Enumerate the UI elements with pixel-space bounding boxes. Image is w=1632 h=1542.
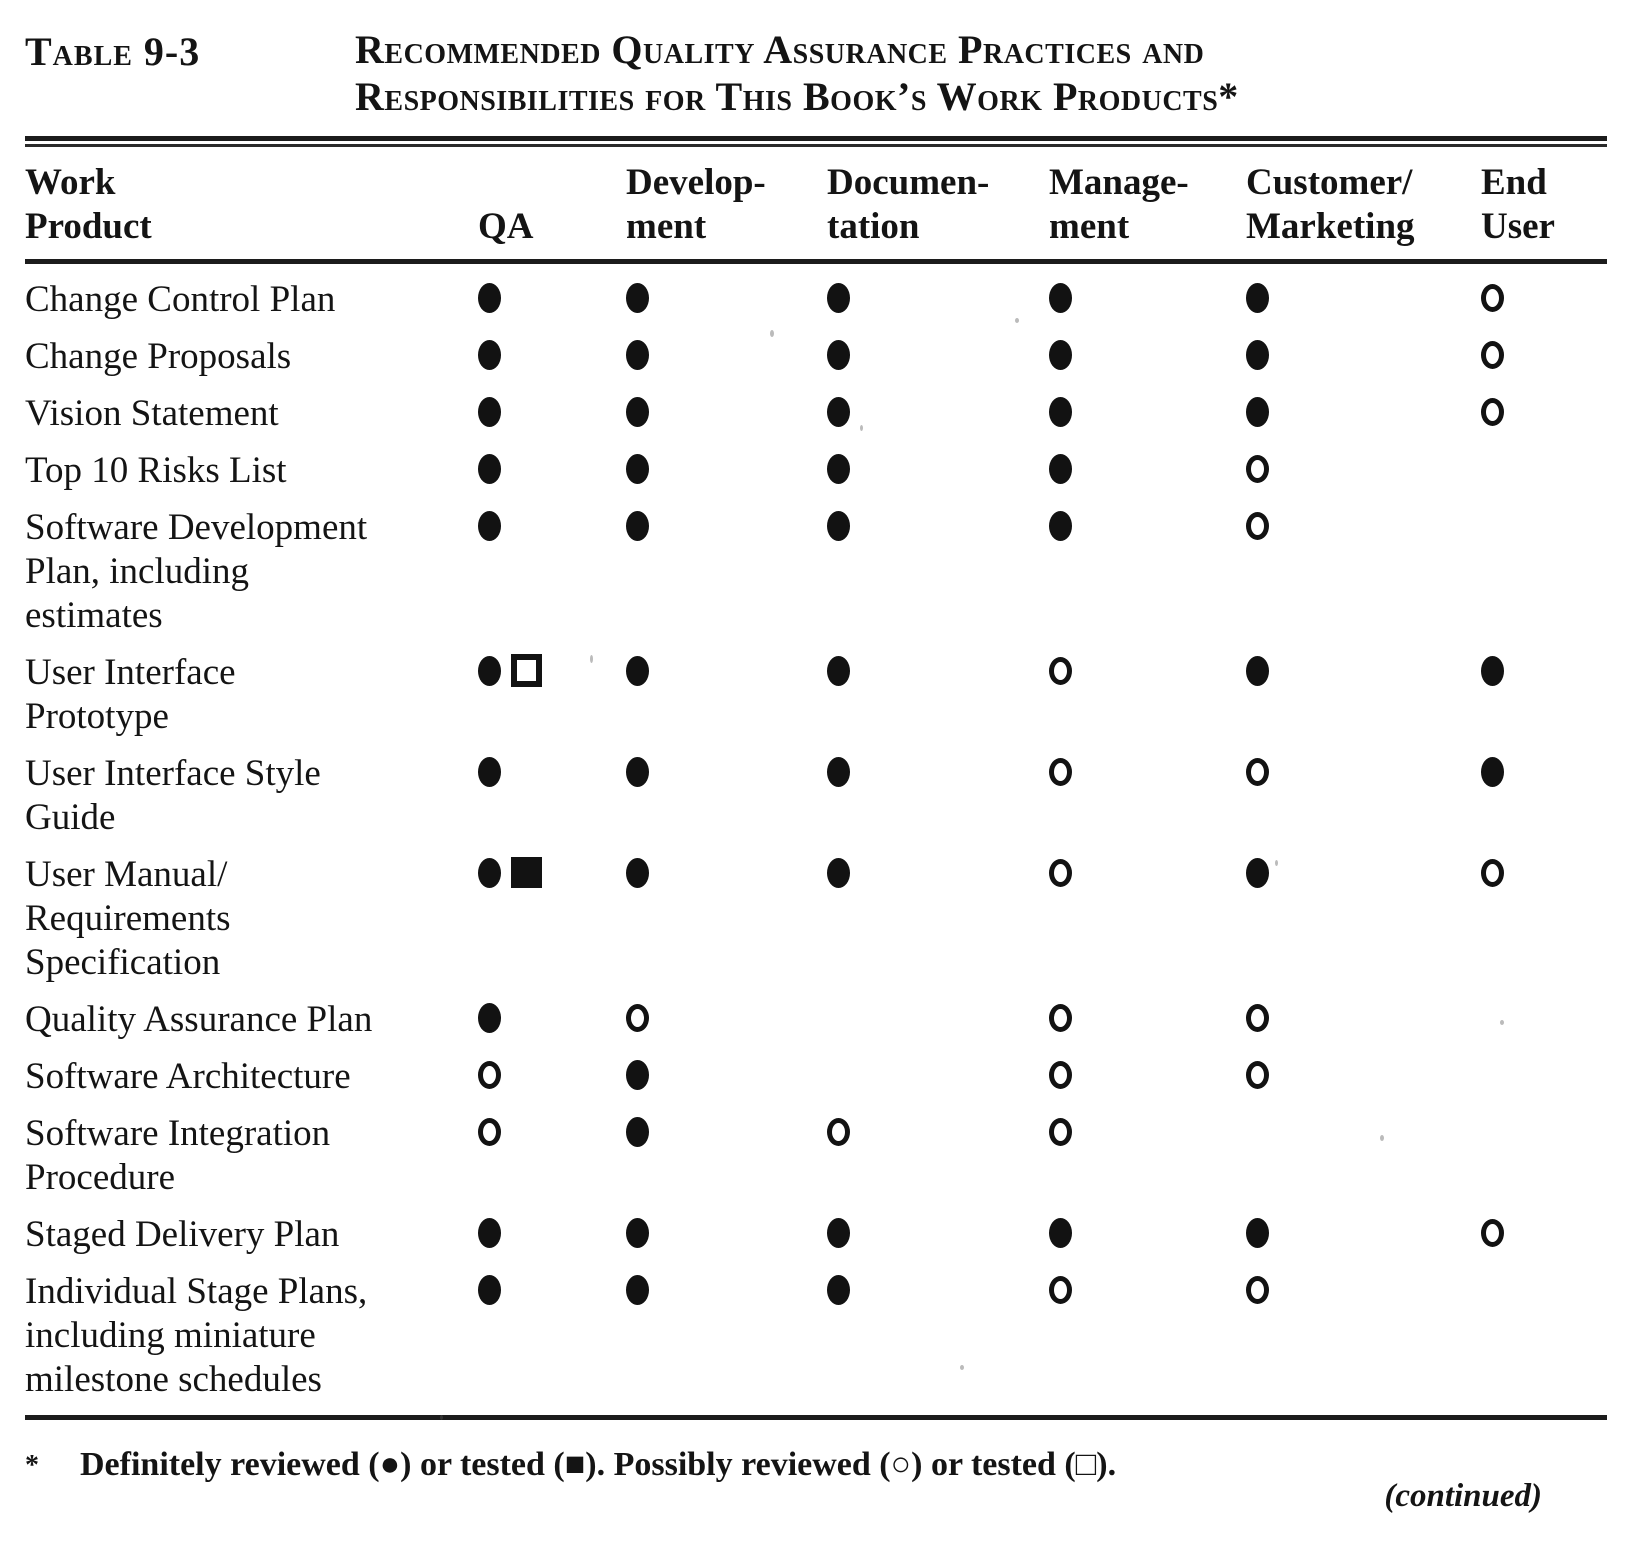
scan-speck	[1380, 1135, 1384, 1141]
table-header-row	[25, 147, 1597, 259]
dot-icon	[827, 1218, 850, 1248]
dot-icon	[827, 757, 850, 787]
dot-icon	[1246, 1218, 1269, 1248]
symbol-cell	[610, 278, 800, 322]
scan-speck	[770, 330, 774, 337]
symbol-cell	[1440, 278, 1597, 322]
work-product-cell	[25, 392, 470, 436]
work-product-line: Vision Statement	[25, 393, 279, 434]
work-product-cell	[25, 1112, 470, 1200]
work-product-line: Change Control Plan	[25, 279, 336, 320]
circle-icon	[1481, 341, 1504, 369]
circle-icon	[1049, 657, 1072, 685]
work-product-line: Requirements	[25, 898, 231, 939]
table-row	[25, 651, 1597, 739]
circle-icon	[1049, 1118, 1072, 1146]
dot-icon	[478, 656, 501, 686]
circle-icon	[1246, 455, 1269, 483]
work-product-line: User Interface Style	[25, 753, 321, 794]
symbol-cell	[800, 392, 1020, 436]
symbol-cell	[470, 998, 610, 1042]
column-header-line: Customer/	[1246, 162, 1413, 203]
column-header-line	[478, 161, 610, 205]
circle-icon	[478, 1061, 501, 1089]
symbol-cell	[1210, 392, 1440, 436]
dot-icon	[827, 454, 850, 484]
footnote-marker: *	[25, 1450, 39, 1481]
dot-icon	[827, 1275, 850, 1305]
symbol-cell	[610, 1213, 800, 1257]
dot-icon	[1246, 340, 1269, 370]
table-row	[25, 1112, 1597, 1200]
dot-icon	[478, 454, 501, 484]
dot-icon	[478, 340, 501, 370]
dot-icon	[626, 1117, 649, 1147]
symbol-cell	[1020, 752, 1210, 796]
symbol-cell	[800, 752, 1020, 796]
symbol-cell	[1020, 392, 1210, 436]
symbol-cell	[610, 853, 800, 897]
table-row	[25, 853, 1597, 985]
work-product-cell	[25, 998, 470, 1042]
work-product-line: Guide	[25, 797, 116, 838]
circle-icon	[1246, 1061, 1269, 1089]
work-product-cell	[25, 335, 470, 379]
work-product-line: User Interface	[25, 652, 236, 693]
symbol-cell	[1440, 1213, 1597, 1257]
symbol-cell	[1440, 392, 1597, 436]
table-row	[25, 1270, 1597, 1402]
symbol-cell	[1210, 335, 1440, 379]
scan-speck	[860, 425, 863, 431]
circle-icon	[478, 1118, 501, 1146]
square-open-icon	[511, 654, 542, 687]
dot-icon	[827, 511, 850, 541]
dot-icon	[626, 1060, 649, 1090]
circle-icon	[626, 1004, 649, 1032]
work-product-line: Top 10 Risks List	[25, 450, 287, 491]
square-filled-icon	[511, 857, 542, 888]
work-product-cell	[25, 506, 470, 638]
symbol-cell	[470, 752, 610, 796]
work-product-line: Software Integration	[25, 1113, 331, 1154]
column-header-line: Marketing	[1246, 206, 1415, 247]
work-product-line: Specification	[25, 942, 221, 983]
dot-icon	[626, 757, 649, 787]
scan-speck	[1015, 318, 1019, 323]
symbol-cell	[610, 651, 800, 695]
symbol-cell	[470, 1270, 610, 1314]
symbol-cell	[800, 1213, 1020, 1257]
circle-icon	[827, 1118, 850, 1146]
symbol-cell	[470, 278, 610, 322]
symbol-cell	[470, 1213, 610, 1257]
dot-icon	[478, 511, 501, 541]
dot-icon	[1049, 283, 1072, 313]
work-product-line: Individual Stage Plans,	[25, 1271, 368, 1312]
dot-icon	[626, 858, 649, 888]
dot-icon	[1049, 340, 1072, 370]
table-title-line2: Responsibilities for This Book’s Work Products*	[355, 74, 1239, 119]
dot-icon	[1246, 397, 1269, 427]
symbol-cell	[800, 506, 1020, 550]
symbol-cell	[470, 1112, 610, 1156]
symbol-cell	[1020, 853, 1210, 897]
symbol-cell	[1020, 998, 1210, 1042]
dot-icon	[1246, 656, 1269, 686]
circle-icon	[1481, 859, 1504, 887]
dot-icon	[626, 340, 649, 370]
table-row	[25, 1055, 1597, 1099]
scan-speck	[960, 1365, 964, 1370]
table-row	[25, 506, 1597, 638]
work-product-cell	[25, 853, 470, 985]
dot-icon	[1246, 283, 1269, 313]
column-header-customer-marketing	[1210, 161, 1440, 249]
work-product-cell	[25, 449, 470, 493]
circle-icon	[1049, 1276, 1072, 1304]
circle-icon	[1049, 859, 1072, 887]
column-header-line: Manage-	[1049, 162, 1189, 203]
column-header-line: ment	[626, 206, 707, 247]
symbol-cell	[610, 1270, 800, 1314]
table-row	[25, 1213, 1597, 1257]
dot-icon	[827, 283, 850, 313]
symbol-cell	[1210, 506, 1440, 550]
symbol-cell	[800, 335, 1020, 379]
dot-icon	[478, 858, 501, 888]
column-header-line: Documen-	[827, 162, 990, 203]
symbol-cell	[1020, 1055, 1210, 1099]
symbol-cell	[1020, 1270, 1210, 1314]
column-header-end-user	[1440, 161, 1597, 249]
dot-icon	[1049, 397, 1072, 427]
dot-icon	[1481, 656, 1504, 686]
symbol-cell	[470, 853, 610, 897]
column-header-line: End	[1481, 162, 1547, 203]
symbol-cell	[800, 651, 1020, 695]
symbol-cell	[800, 853, 1020, 897]
circle-icon	[1246, 512, 1269, 540]
circle-icon	[1481, 1219, 1504, 1247]
work-product-line: Quality Assurance Plan	[25, 999, 373, 1040]
footnote-text: Definitely reviewed (●) or tested (■). Possibly reviewed (○) or tested (□).	[80, 1446, 1117, 1483]
work-product-line: estimates	[25, 595, 163, 636]
column-header-line: QA	[478, 206, 534, 247]
dot-icon	[626, 1218, 649, 1248]
symbol-cell	[1440, 651, 1597, 695]
symbol-cell	[470, 335, 610, 379]
dot-icon	[626, 283, 649, 313]
circle-icon	[1049, 1061, 1072, 1089]
dot-icon	[478, 283, 501, 313]
work-product-line: including miniature	[25, 1315, 316, 1356]
top-double-rule	[25, 136, 1607, 147]
symbol-cell	[1210, 1270, 1440, 1314]
dot-icon	[1049, 1218, 1072, 1248]
circle-icon	[1481, 284, 1504, 312]
work-product-cell	[25, 1270, 470, 1402]
work-product-line: Procedure	[25, 1157, 175, 1198]
symbol-cell	[1440, 335, 1597, 379]
table-body	[25, 264, 1632, 1402]
circle-icon	[1246, 1004, 1269, 1032]
symbol-cell	[1020, 278, 1210, 322]
dot-icon	[1049, 511, 1072, 541]
column-header-line: Work	[25, 162, 116, 203]
table-row	[25, 998, 1597, 1042]
column-header-line: Develop-	[626, 162, 766, 203]
symbol-cell	[1020, 449, 1210, 493]
symbol-cell	[610, 449, 800, 493]
continued-note: (continued)	[1384, 1478, 1542, 1514]
work-product-cell	[25, 278, 470, 322]
symbol-cell	[1210, 752, 1440, 796]
symbol-cell	[1440, 752, 1597, 796]
table-row	[25, 335, 1597, 379]
dot-icon	[827, 656, 850, 686]
symbol-cell	[800, 449, 1020, 493]
symbol-cell	[1210, 1055, 1440, 1099]
symbol-cell	[470, 506, 610, 550]
scan-speck	[1500, 1020, 1504, 1025]
table-number-label: Table 9-3	[25, 29, 201, 74]
dot-icon	[478, 1003, 501, 1033]
symbol-cell	[1020, 1213, 1210, 1257]
symbol-cell	[610, 392, 800, 436]
table-caption	[25, 26, 1632, 120]
symbol-cell	[800, 1112, 1020, 1156]
work-product-cell	[25, 651, 470, 739]
dot-icon	[1481, 757, 1504, 787]
circle-icon	[1049, 758, 1072, 786]
dot-icon	[626, 511, 649, 541]
scan-speck	[590, 655, 593, 663]
circle-icon	[1246, 1276, 1269, 1304]
work-product-line: User Manual/	[25, 854, 228, 895]
dot-icon	[478, 397, 501, 427]
symbol-cell	[1210, 449, 1440, 493]
scan-speck	[1275, 860, 1278, 866]
table-title	[355, 26, 1239, 120]
symbol-cell	[1020, 506, 1210, 550]
work-product-line: Software Architecture	[25, 1056, 351, 1097]
work-product-line: Prototype	[25, 696, 169, 737]
column-header-qa	[470, 161, 610, 249]
work-product-line: Change Proposals	[25, 336, 292, 377]
symbol-cell	[800, 1270, 1020, 1314]
dot-icon	[1246, 858, 1269, 888]
dot-icon	[827, 858, 850, 888]
symbol-cell	[1020, 651, 1210, 695]
work-product-cell	[25, 752, 470, 840]
table-row	[25, 392, 1597, 436]
symbol-cell	[470, 1055, 610, 1099]
column-header-line: User	[1481, 206, 1555, 247]
table-row	[25, 449, 1597, 493]
symbol-cell	[610, 998, 800, 1042]
dot-icon	[478, 757, 501, 787]
symbol-cell	[1210, 853, 1440, 897]
symbol-cell	[800, 278, 1020, 322]
work-product-line: milestone schedules	[25, 1359, 322, 1400]
dot-icon	[827, 340, 850, 370]
dot-icon	[626, 656, 649, 686]
column-header-line: tation	[827, 206, 920, 247]
work-product-line: Plan, including	[25, 551, 250, 592]
bottom-rule	[25, 1415, 1607, 1420]
symbol-cell	[1210, 998, 1440, 1042]
symbol-cell	[1210, 651, 1440, 695]
symbol-cell	[1210, 1213, 1440, 1257]
symbol-cell	[610, 335, 800, 379]
dot-icon	[626, 1275, 649, 1305]
column-header-documentation	[800, 161, 1020, 249]
column-header-line: ment	[1049, 206, 1130, 247]
table-row	[25, 752, 1597, 840]
symbol-cell	[1210, 278, 1440, 322]
column-header-development	[610, 161, 800, 249]
circle-icon	[1481, 398, 1504, 426]
symbol-cell	[610, 506, 800, 550]
column-header-management	[1020, 161, 1210, 249]
dot-icon	[626, 454, 649, 484]
symbol-cell	[610, 1055, 800, 1099]
dot-icon	[827, 397, 850, 427]
symbol-cell	[470, 392, 610, 436]
symbol-cell	[470, 651, 610, 695]
symbol-cell	[470, 449, 610, 493]
symbol-cell	[610, 752, 800, 796]
dot-icon	[478, 1275, 501, 1305]
work-product-cell	[25, 1213, 470, 1257]
symbol-cell	[1020, 1112, 1210, 1156]
work-product-line: Staged Delivery Plan	[25, 1214, 340, 1255]
symbol-cell	[1440, 853, 1597, 897]
dot-icon	[626, 397, 649, 427]
circle-icon	[1049, 1004, 1072, 1032]
table-title-line1: Recommended Quality Assurance Practices and	[355, 27, 1205, 72]
table-row	[25, 278, 1597, 322]
column-header-work-product	[25, 161, 470, 249]
work-product-cell	[25, 1055, 470, 1099]
symbol-cell	[610, 1112, 800, 1156]
dot-icon	[1049, 454, 1072, 484]
circle-icon	[1246, 758, 1269, 786]
work-product-line: Software Development	[25, 507, 368, 548]
column-header-line: Product	[25, 206, 152, 247]
symbol-cell	[1020, 335, 1210, 379]
dot-icon	[478, 1218, 501, 1248]
scan-speck	[440, 1415, 443, 1420]
